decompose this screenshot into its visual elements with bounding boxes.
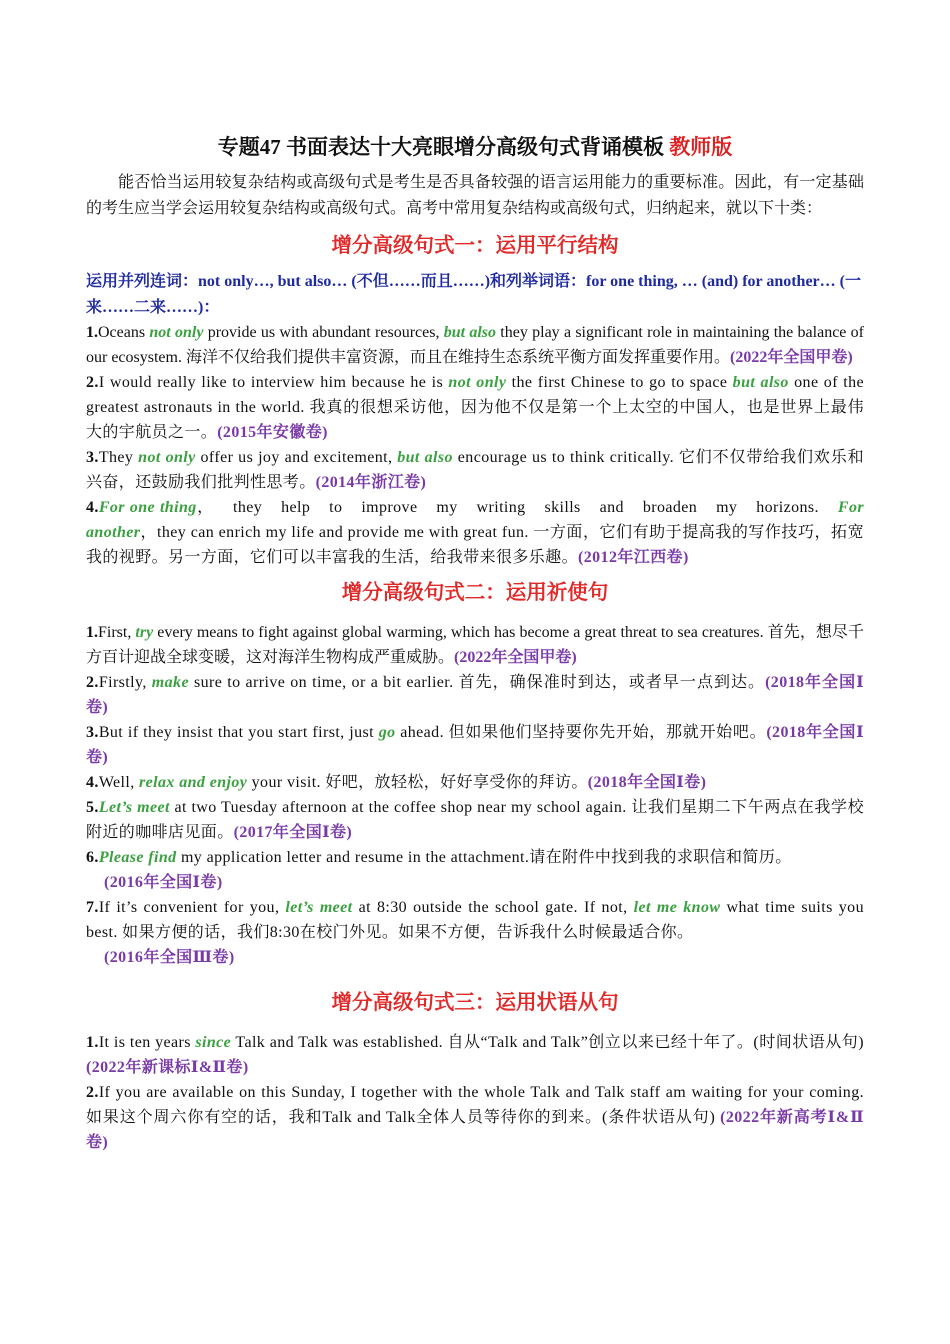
item-number: 3. xyxy=(86,724,99,741)
item-text: every means to fight against global warming, which has become a great threat to sea creatures. 首先，想尽千方百计迎战全球变暖，这对海洋生物构成严重威胁。 xyxy=(86,624,864,666)
item-number: 4. xyxy=(86,499,99,516)
item-text: But if they insist that you start first, just xyxy=(98,724,379,741)
keyword: go xyxy=(378,724,396,741)
source-tag: (2014年浙江卷) xyxy=(315,474,427,491)
item-number: 3. xyxy=(86,449,99,466)
item-number: 1. xyxy=(86,324,98,341)
item-text: If it’s convenient for you, xyxy=(98,899,286,916)
example-item xyxy=(86,770,864,795)
keyword: not only xyxy=(448,374,507,391)
keyword: For one thing xyxy=(98,499,197,516)
item-text: at two Tuesday afternoon at the coffee shop near my school again. 让我们星期二下午两点在我学校附近的咖啡店见面。 xyxy=(86,799,865,841)
keyword: relax and enjoy xyxy=(139,774,248,791)
source-tag: (2022年全国甲卷) xyxy=(454,649,577,666)
item-number: 7. xyxy=(86,899,99,916)
item-text: one of the greatest astronauts in the world. 我真的很想采访他，因为他不仅是第一个上太空的中国人，也是世界上最伟大的宇航员之一。 xyxy=(86,374,864,441)
source-tag: (2015年安徽卷) xyxy=(217,424,328,441)
item-number: 2. xyxy=(86,1084,99,1101)
item-text: It is ten years xyxy=(98,1034,196,1051)
source-tag: (2022年全国甲卷) xyxy=(729,349,853,366)
item-text: ，they can enrich my life and provide me with great fun. 一方面，它们有助于提高我的写作技巧，拓宽我的视野。另一方面，它们可以丰富我的生活，给我带来很多乐趣。 xyxy=(86,524,864,566)
source-tag: (2012年江西卷) xyxy=(578,549,689,566)
section-heading-imperative: 增分高级句式二：运用祈使句 xyxy=(341,582,609,604)
item-text: your visit. 好吧，放轻松，好好享受你的拜访。 xyxy=(247,774,588,791)
item-number: 6. xyxy=(86,849,99,866)
document-page xyxy=(86,132,864,1155)
section-heading-parallel: 增分高级句式一：运用平行结构 xyxy=(331,235,619,257)
item-text: what time suits you best. 如果方便的话，我们8:30在校门外见。如果不方便，告诉我什么时候最适合你。 xyxy=(86,899,864,941)
item-number: 2. xyxy=(86,374,99,391)
item-number: 4. xyxy=(86,774,99,791)
item-number: 1. xyxy=(86,1034,99,1051)
keyword: not only xyxy=(138,449,196,466)
item-number: 1. xyxy=(86,624,98,641)
connectors-note: 运用并列连词：not only…, but also… (不但……而且……)和列举词语：for one thing, … (and) for another… (一来……二来……)： xyxy=(86,273,861,316)
title-main: 专题47 书面表达十大亮眼增分高级句式背诵模板 xyxy=(217,135,664,159)
item-text: offer us joy and excitement, xyxy=(195,449,398,466)
item-text: I would really like to interview him because he is xyxy=(98,374,449,391)
item-text: at 8:30 outside the school gate. If not, xyxy=(352,899,634,916)
item-text: Talk and Talk was established. 自从“Talk and Talk”创立以来已经十年了。(时间状语从句) xyxy=(231,1034,864,1051)
example-item xyxy=(86,670,864,720)
item-text: my application letter and resume in the attachment.请在附件中找到我的求职信和简历。 xyxy=(176,849,792,866)
keyword: but also xyxy=(397,449,453,466)
keyword: but also xyxy=(443,324,497,341)
example-item xyxy=(86,445,864,495)
example-item xyxy=(86,370,864,445)
item-text: Oceans xyxy=(98,324,150,341)
item-text: ahead. 但如果他们坚持要你先开始，那就开始吧。 xyxy=(395,724,767,741)
item-number: 2. xyxy=(86,674,99,691)
item-text: they play a significant role in maintaining the balance of our ecosystem. 海洋不仅给我们提供丰富资源，而且在维持生态系统平衡方面发挥重要作用。 xyxy=(86,324,865,366)
item-text: the first Chinese to go to space xyxy=(506,374,733,391)
item-text: encourage us to think critically. 它们不仅带给我们欢乐和兴奋，还鼓励我们批判性思考。 xyxy=(86,449,864,491)
keyword: make xyxy=(151,674,189,691)
example-item xyxy=(86,1080,864,1155)
item-text: sure to arrive on time, or a bit earlier. 首先，确保准时到达，或者早一点到达。 xyxy=(188,674,766,691)
example-item xyxy=(86,720,864,770)
source-tag: (2018年全国Ⅰ卷) xyxy=(587,774,707,791)
example-item xyxy=(86,620,864,670)
item-text: If you are available on this Sunday, I together with the whole Talk and Talk staff am waiting for your coming. 如果这个周六你有空的话，我和Talk and Talk全体人员等待你的到来。(条件状语从句) xyxy=(86,1084,864,1126)
item-text: ， they help to improve my writing skills and broaden my horizons. xyxy=(196,499,838,516)
keyword: Please find xyxy=(98,849,177,866)
source-tag: (2022年新高考Ⅰ&Ⅱ卷) xyxy=(86,1109,864,1151)
keyword: not only xyxy=(149,324,204,341)
intro-paragraph: 能否恰当运用较复杂结构或高级句式是考生是否具备较强的语言运用能力的重要标准。因此，有一定基础的考生应当学会运用较复杂结构或高级句式。高考中常用复杂结构或高级句式，归纳起来，就以下十类： xyxy=(86,174,864,217)
example-item xyxy=(86,495,864,570)
keyword: try xyxy=(135,624,154,641)
keyword: but also xyxy=(732,374,789,391)
example-item xyxy=(86,320,864,370)
example-item xyxy=(86,795,864,845)
item-text: Firstly, xyxy=(98,674,152,691)
item-text: provide us with abundant resources, xyxy=(203,324,444,341)
source-tag: (2018年全国Ⅰ卷) xyxy=(86,724,864,766)
keyword: let’s meet xyxy=(285,899,353,916)
example-item xyxy=(86,895,864,970)
keyword: For another xyxy=(86,499,864,541)
item-number: 5. xyxy=(86,799,99,816)
source-tag: (2017年全国Ⅰ卷) xyxy=(233,824,353,841)
keyword: let me know xyxy=(633,899,721,916)
source-tag: (2016年全国Ⅰ卷) xyxy=(104,874,223,891)
item-text: They xyxy=(98,449,139,466)
source-tag: (2022年新课标Ⅰ&Ⅱ卷) xyxy=(86,1059,249,1076)
source-tag: (2018年全国Ⅰ卷) xyxy=(86,674,864,716)
page-title xyxy=(86,132,864,162)
keyword: since xyxy=(195,1034,232,1051)
source-tag: (2016年全国Ⅲ卷) xyxy=(104,949,235,966)
section-heading-adverbial: 增分高级句式三：运用状语从句 xyxy=(331,992,619,1014)
item-text: First, xyxy=(98,624,136,641)
keyword: Let’s meet xyxy=(98,799,170,816)
title-edition: 教师版 xyxy=(669,135,733,159)
example-item xyxy=(86,1030,864,1080)
example-item xyxy=(86,845,864,895)
item-text: Well, xyxy=(98,774,140,791)
